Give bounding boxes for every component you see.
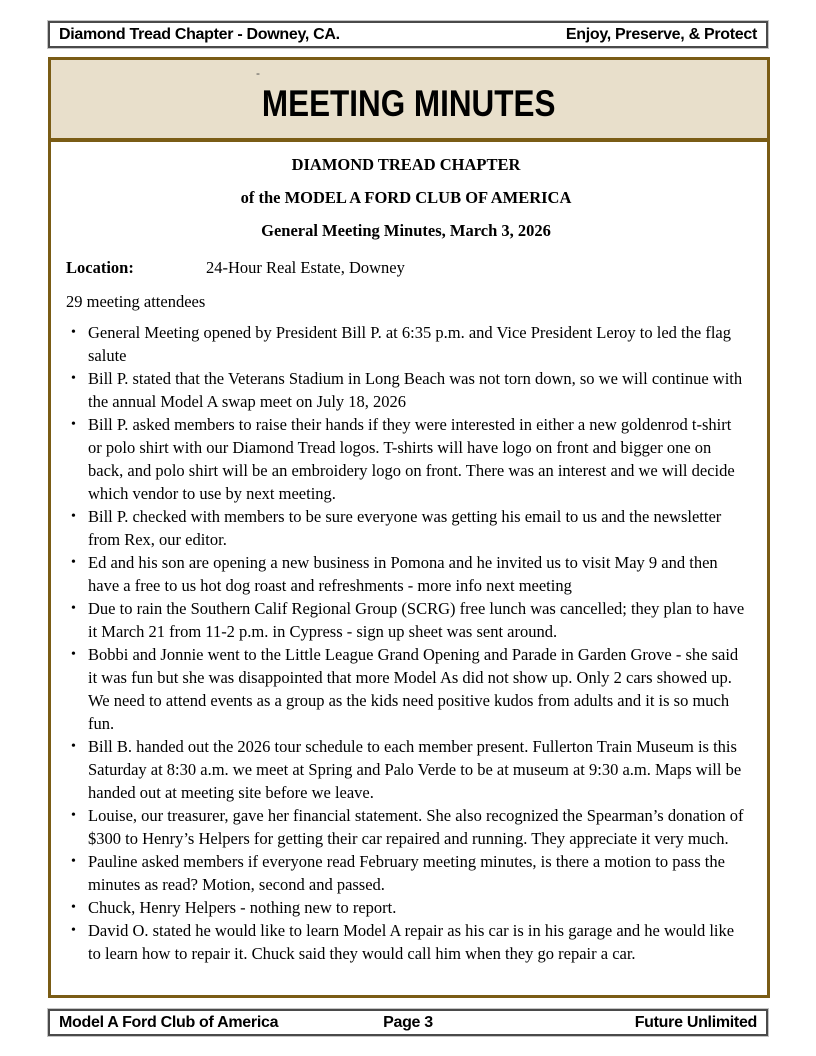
page-header (48, 21, 768, 48)
document-title: MEETING MINUTES (262, 83, 556, 124)
location-label: Location: (66, 258, 134, 277)
minutes-document (48, 57, 770, 998)
minutes-item: • Bill P. asked members to raise their hands if they were interested in either a new goldenrod t-shirt or polo shirt with our Diamond Tread logos. T-shirts will have logo on front and bigger one on back, and polo shirt will be an embroidery logo on front. There was an interest and we will decide which vendor to use by next meeting. (66, 413, 747, 505)
title-banner (51, 60, 767, 142)
minutes-item: • Bill P. checked with members to be sure everyone was getting his email to us and the newsletter from Rex, our editor. (66, 505, 747, 551)
attendee-count: 29 meeting attendees (66, 292, 206, 311)
page-footer (48, 1009, 768, 1036)
minutes-item: • Bobbi and Jonnie went to the Little League Grand Opening and Parade in Garden Grove - she said it was fun but she was disappointed that more Model As did not show up. Only 2 cars showed up. We need to attend events as a group as the kids need positive kudos from adults and it is so much fun. (66, 643, 747, 735)
minutes-item: • Pauline asked members if everyone read February meeting minutes, is there a motion to pass the minutes as read? Motion, second and passed. (66, 850, 747, 896)
footer-motto-text: Future Unlimited (634, 1013, 758, 1031)
location-row (66, 258, 747, 278)
header-chapter-text: Diamond Tread Chapter - Downey, CA. (59, 25, 340, 43)
meeting-date-heading: General Meeting Minutes, March 3, 2026 (261, 221, 551, 240)
minutes-item: • David O. stated he would like to learn Model A repair as his car is in his garage and he would like to learn how to repair it. Chuck said they would call him when they go repair a car. (66, 919, 747, 965)
header-motto-text: Enjoy, Preserve, & Protect (565, 25, 757, 43)
club-name-heading: of the MODEL A FORD CLUB OF AMERICA (240, 188, 572, 207)
minutes-item: • Bill B. handed out the 2026 tour schedule to each member present. Fullerton Train Museum is this Saturday at 8:30 a.m. we meet at Spring and Palo Verde to be at museum at 9:30 a.m. Maps will be handed out at meeting site before we leave. (66, 735, 747, 804)
minutes-list (65, 321, 747, 965)
document-body (51, 142, 767, 965)
minutes-item: • General Meeting opened by President Bill P. at 6:35 p.m. and Vice President Leroy to led the flag salute (66, 321, 747, 367)
minutes-item: • Due to rain the Southern Calif Regional Group (SCRG) free lunch was cancelled; they plan to have it March 21 from 11-2 p.m. in Cypress - sign up sheet was sent around. (66, 597, 747, 643)
footer-club-text: Model A Ford Club of America (59, 1013, 279, 1031)
location-value: 24-Hour Real Estate, Downey (206, 258, 405, 277)
minutes-item: • Chuck, Henry Helpers - nothing new to report. (66, 896, 747, 919)
minutes-item: • Louise, our treasurer, gave her financial statement. She also recognized the Spearman’s donation of $300 to Henry’s Helpers for getting their car repaired and running. They appreciate it very much. (66, 804, 747, 850)
page-number: Page 3 (383, 1013, 433, 1031)
chapter-name-heading: DIAMOND TREAD CHAPTER (291, 155, 521, 174)
minutes-item: • Ed and his son are opening a new business in Pomona and he invited us to visit May 9 and then have a free to us hot dog roast and refreshments - more info next meeting (66, 551, 747, 597)
minutes-item: • Bill P. stated that the Veterans Stadium in Long Beach was not torn down, so we will continue with the annual Model A swap meet on July 18, 2026 (66, 367, 747, 413)
stray-mark: - (256, 66, 260, 80)
